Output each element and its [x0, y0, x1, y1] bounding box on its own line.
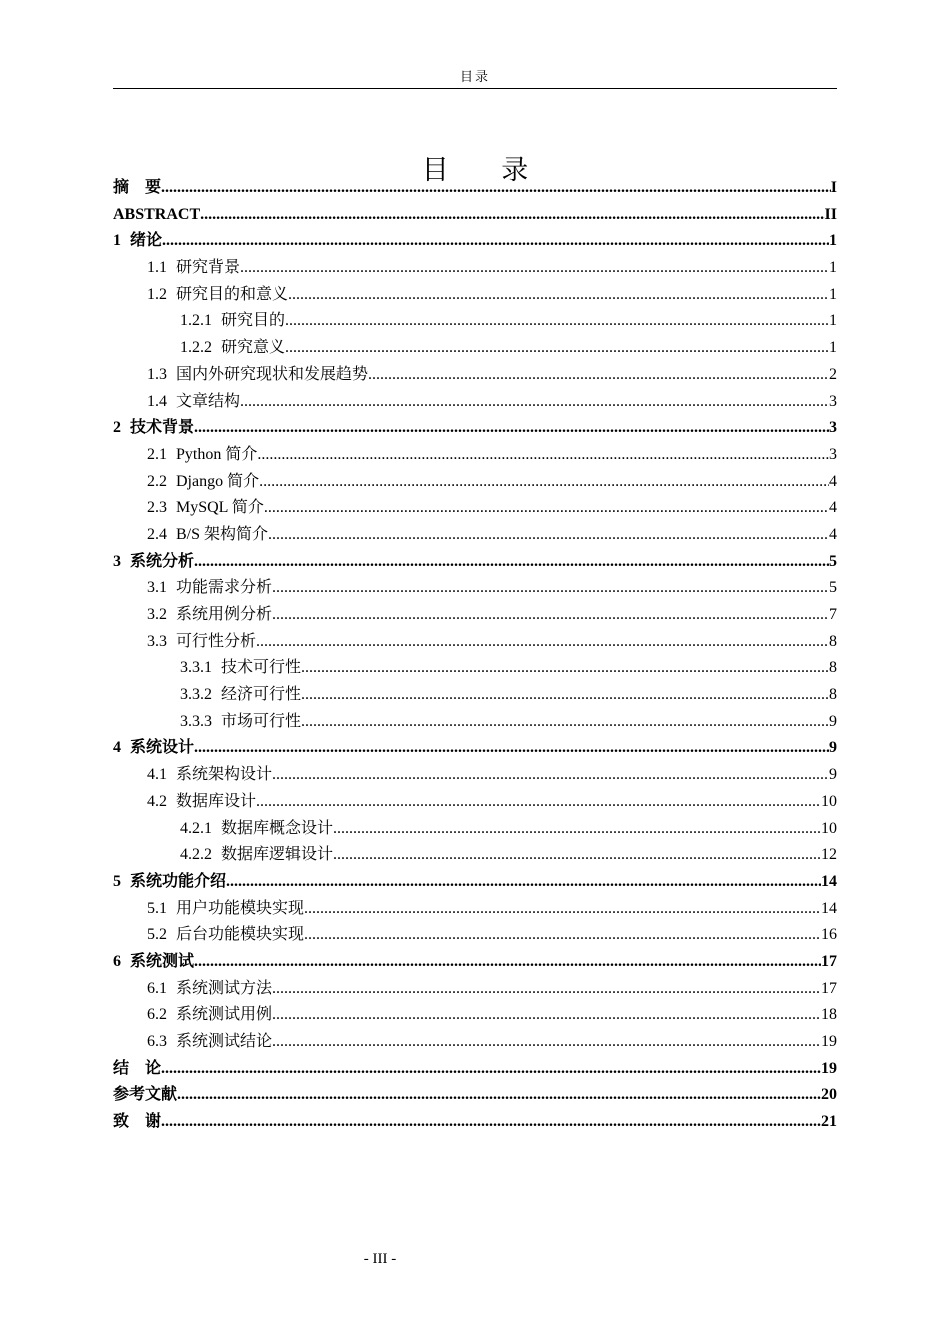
running-header: 目录	[113, 68, 837, 89]
toc-entry[interactable]	[113, 202, 837, 229]
toc-entry[interactable]	[113, 469, 837, 496]
toc-entry[interactable]	[113, 629, 837, 656]
toc-entry[interactable]	[113, 175, 837, 202]
toc-entry[interactable]	[113, 442, 837, 469]
table-of-contents	[113, 175, 837, 1136]
toc-entry-number: 6.3	[147, 1033, 167, 1050]
toc-dot-leader	[333, 816, 821, 843]
toc-title: 目 录	[421, 155, 551, 187]
toc-entry-number: 3.2	[147, 606, 167, 623]
toc-entry[interactable]	[113, 816, 837, 843]
toc-entry-number: 2.4	[147, 525, 167, 543]
toc-entry[interactable]	[113, 549, 837, 576]
toc-entry[interactable]	[113, 1056, 837, 1083]
toc-entry-number: 1.2	[147, 285, 167, 303]
toc-entry-page: 5	[829, 579, 837, 597]
toc-entry-label: Python 简介	[176, 445, 258, 463]
toc-entry-page: 8	[829, 659, 837, 677]
toc-entry-number: 2.1	[147, 445, 167, 463]
toc-entry-page: 12	[821, 846, 837, 864]
toc-entry-label: 结 论	[113, 1059, 162, 1077]
toc-entry-number: 4	[113, 739, 121, 757]
toc-entry-label: 摘 要	[113, 179, 162, 196]
toc-entry-label: 技术可行性	[221, 659, 302, 677]
toc-entry-label: 经济可行性	[221, 686, 302, 704]
toc-entry-label: MySQL 简介	[176, 499, 264, 517]
toc-entry-page: 4	[829, 499, 837, 517]
toc-entry[interactable]	[113, 282, 837, 309]
toc-entry-label: Django 简介	[176, 472, 260, 490]
toc-entry[interactable]	[113, 575, 837, 602]
toc-entry-page: 9	[829, 712, 837, 730]
toc-entry-label: 系统设计	[130, 739, 195, 757]
toc-entry[interactable]	[113, 682, 837, 709]
toc-dot-leader	[256, 629, 829, 656]
toc-entry-number: 6.2	[147, 1006, 167, 1024]
toc-dot-leader	[240, 389, 829, 416]
toc-dot-leader	[194, 735, 829, 762]
toc-entry-number: 1.3	[147, 365, 167, 383]
toc-entry-page: 4	[829, 472, 837, 490]
toc-entry-page: 1	[829, 339, 837, 357]
toc-entry-label: 系统测试结论	[176, 1033, 273, 1050]
toc-entry-page: 21	[821, 1113, 837, 1131]
toc-entry-label: 系统测试	[130, 952, 195, 970]
toc-entry-page: 5	[829, 552, 837, 570]
toc-entry[interactable]	[113, 362, 837, 389]
toc-entry-page: I	[830, 179, 837, 196]
toc-dot-leader	[368, 362, 829, 389]
toc-entry-number: 2	[113, 419, 121, 437]
toc-entry-page: 1	[829, 285, 837, 303]
toc-entry-label: 系统分析	[130, 552, 195, 570]
toc-entry-page: 20	[821, 1086, 837, 1104]
toc-entry-number: 2.3	[147, 499, 167, 517]
toc-entry[interactable]	[113, 1082, 837, 1109]
toc-entry-page: 17	[821, 979, 837, 997]
toc-entry-number: 3.3.1	[180, 659, 212, 677]
toc-entry-number: 1	[113, 232, 121, 250]
toc-entry-page: 14	[821, 899, 837, 917]
toc-dot-leader	[301, 655, 829, 682]
toc-entry[interactable]	[113, 495, 837, 522]
toc-dot-leader	[256, 789, 821, 816]
toc-entry-number: 3.3.2	[180, 686, 212, 704]
toc-dot-leader	[304, 896, 821, 923]
toc-dot-leader	[161, 1056, 821, 1083]
toc-entry-page: 10	[821, 792, 837, 810]
toc-entry-label: 功能需求分析	[176, 579, 273, 597]
toc-entry-page: 1	[829, 312, 837, 330]
toc-entry[interactable]	[113, 335, 837, 362]
toc-dot-leader	[200, 202, 824, 229]
toc-entry-label: 系统测试用例	[176, 1006, 273, 1024]
toc-entry-number: 2.2	[147, 472, 167, 490]
toc-dot-leader	[288, 282, 829, 309]
toc-entry-page: 19	[821, 1033, 837, 1050]
toc-dot-leader	[194, 549, 829, 576]
toc-entry[interactable]	[113, 1002, 837, 1029]
toc-entry-label: 市场可行性	[221, 712, 302, 730]
toc-entry-page: 1	[829, 232, 837, 250]
toc-entry-label: 绪论	[130, 232, 163, 250]
toc-entry-page: 3	[829, 419, 837, 437]
toc-dot-leader	[272, 575, 829, 602]
toc-dot-leader	[285, 308, 829, 335]
toc-entry-number: 1.1	[147, 259, 167, 277]
toc-entry-number: 1.2.2	[180, 339, 212, 357]
toc-entry-page: 4	[829, 525, 837, 543]
toc-entry-page: 18	[821, 1006, 837, 1024]
toc-dot-leader	[301, 709, 829, 736]
toc-dot-leader	[161, 1109, 821, 1136]
toc-entry[interactable]	[113, 522, 837, 549]
toc-dot-leader	[240, 255, 829, 282]
toc-dot-leader	[272, 976, 821, 1003]
toc-entry-page: 14	[821, 872, 837, 890]
toc-dot-leader	[264, 495, 829, 522]
toc-entry-label: 研究目的和意义	[176, 285, 289, 303]
toc-entry-page: II	[824, 205, 837, 223]
toc-entry-page: 1	[829, 259, 837, 277]
toc-entry-number: 4.2	[147, 792, 167, 810]
toc-entry[interactable]	[113, 1109, 837, 1136]
toc-entry-label: 后台功能模块实现	[176, 926, 305, 944]
toc-entry-number: 5.2	[147, 926, 167, 944]
toc-entry[interactable]	[113, 976, 837, 1003]
toc-entry[interactable]	[113, 762, 837, 789]
toc-entry-page: 19	[821, 1059, 837, 1077]
toc-dot-leader	[285, 335, 829, 362]
toc-entry-number: 3.1	[147, 579, 167, 597]
toc-dot-leader	[194, 949, 821, 976]
toc-entry-page: 7	[829, 606, 837, 623]
toc-entry-label: 可行性分析	[176, 632, 257, 650]
toc-dot-leader	[194, 415, 829, 442]
toc-entry-number: 4.1	[147, 766, 167, 784]
toc-entry-label: 研究目的	[221, 312, 286, 330]
toc-dot-leader	[268, 522, 829, 549]
toc-entry-number: 5	[113, 872, 121, 890]
toc-entry-label: 数据库概念设计	[221, 819, 334, 837]
toc-entry-label: 系统用例分析	[176, 606, 273, 623]
toc-entry[interactable]	[113, 896, 837, 923]
toc-entry-page: 9	[829, 766, 837, 784]
toc-entry[interactable]	[113, 308, 837, 335]
toc-entry-label: 系统架构设计	[176, 766, 273, 784]
toc-entry-label: 系统功能介绍	[130, 872, 227, 890]
toc-dot-leader	[272, 602, 829, 629]
toc-dot-leader	[333, 842, 821, 869]
toc-entry-page: 2	[829, 365, 837, 383]
toc-entry[interactable]	[113, 655, 837, 682]
toc-entry-number: 4.2.1	[180, 819, 212, 837]
toc-entry-label: B/S 架构简介	[176, 525, 269, 543]
toc-dot-leader	[177, 1082, 821, 1109]
toc-dot-leader	[226, 869, 821, 896]
toc-entry[interactable]	[113, 922, 837, 949]
toc-entry-number: 3.3.3	[180, 712, 212, 730]
toc-entry-page: 9	[829, 739, 837, 757]
toc-dot-leader	[272, 1029, 821, 1056]
toc-entry[interactable]	[113, 709, 837, 736]
toc-entry-page: 3	[829, 392, 837, 410]
toc-entry-label: ABSTRACT	[113, 205, 201, 223]
toc-entry[interactable]	[113, 735, 837, 762]
toc-entry-page: 10	[821, 819, 837, 837]
toc-entry-page: 8	[829, 686, 837, 704]
toc-entry[interactable]	[113, 949, 837, 976]
toc-entry[interactable]	[113, 789, 837, 816]
toc-entry-label: 文章结构	[176, 392, 241, 410]
toc-dot-leader	[161, 175, 831, 202]
toc-entry-number: 4.2.2	[180, 846, 212, 864]
toc-entry-label: 系统测试方法	[176, 979, 273, 997]
toc-entry-number: 3	[113, 552, 121, 570]
page-number: - III -	[363, 1251, 397, 1267]
toc-entry[interactable]	[113, 415, 837, 442]
toc-entry-label: 研究背景	[176, 259, 241, 277]
toc-entry-label: 致 谢	[113, 1113, 162, 1131]
toc-dot-leader	[162, 228, 829, 255]
toc-entry[interactable]	[113, 842, 837, 869]
toc-entry[interactable]	[113, 1029, 837, 1056]
toc-entry-page: 3	[829, 445, 837, 463]
toc-entry-number: 6.1	[147, 979, 167, 997]
toc-dot-leader	[304, 922, 821, 949]
toc-entry-number: 1.2.1	[180, 312, 212, 330]
toc-entry[interactable]	[113, 389, 837, 416]
toc-entry-label: 技术背景	[130, 419, 195, 437]
toc-entry-label: 数据库设计	[176, 792, 257, 810]
toc-entry-page: 16	[821, 926, 837, 944]
toc-dot-leader	[301, 682, 829, 709]
toc-dot-leader	[259, 469, 829, 496]
toc-entry[interactable]	[113, 228, 837, 255]
toc-entry-label: 数据库逻辑设计	[221, 846, 334, 864]
toc-entry-number: 5.1	[147, 899, 167, 917]
toc-entry[interactable]	[113, 869, 837, 896]
toc-entry-page: 17	[821, 952, 837, 970]
toc-entry-page: 8	[829, 632, 837, 650]
toc-entry-number: 1.4	[147, 392, 167, 410]
toc-dot-leader	[257, 442, 829, 469]
toc-entry[interactable]	[113, 255, 837, 282]
toc-entry-label: 参考文献	[113, 1086, 178, 1104]
toc-entry-label: 国内外研究现状和发展趋势	[176, 365, 369, 383]
toc-entry-number: 6	[113, 952, 121, 970]
toc-entry-label: 用户功能模块实现	[176, 899, 305, 917]
toc-entry-label: 研究意义	[221, 339, 286, 357]
toc-entry[interactable]	[113, 602, 837, 629]
toc-entry-number: 3.3	[147, 632, 167, 650]
toc-dot-leader	[272, 762, 829, 789]
toc-dot-leader	[272, 1002, 821, 1029]
